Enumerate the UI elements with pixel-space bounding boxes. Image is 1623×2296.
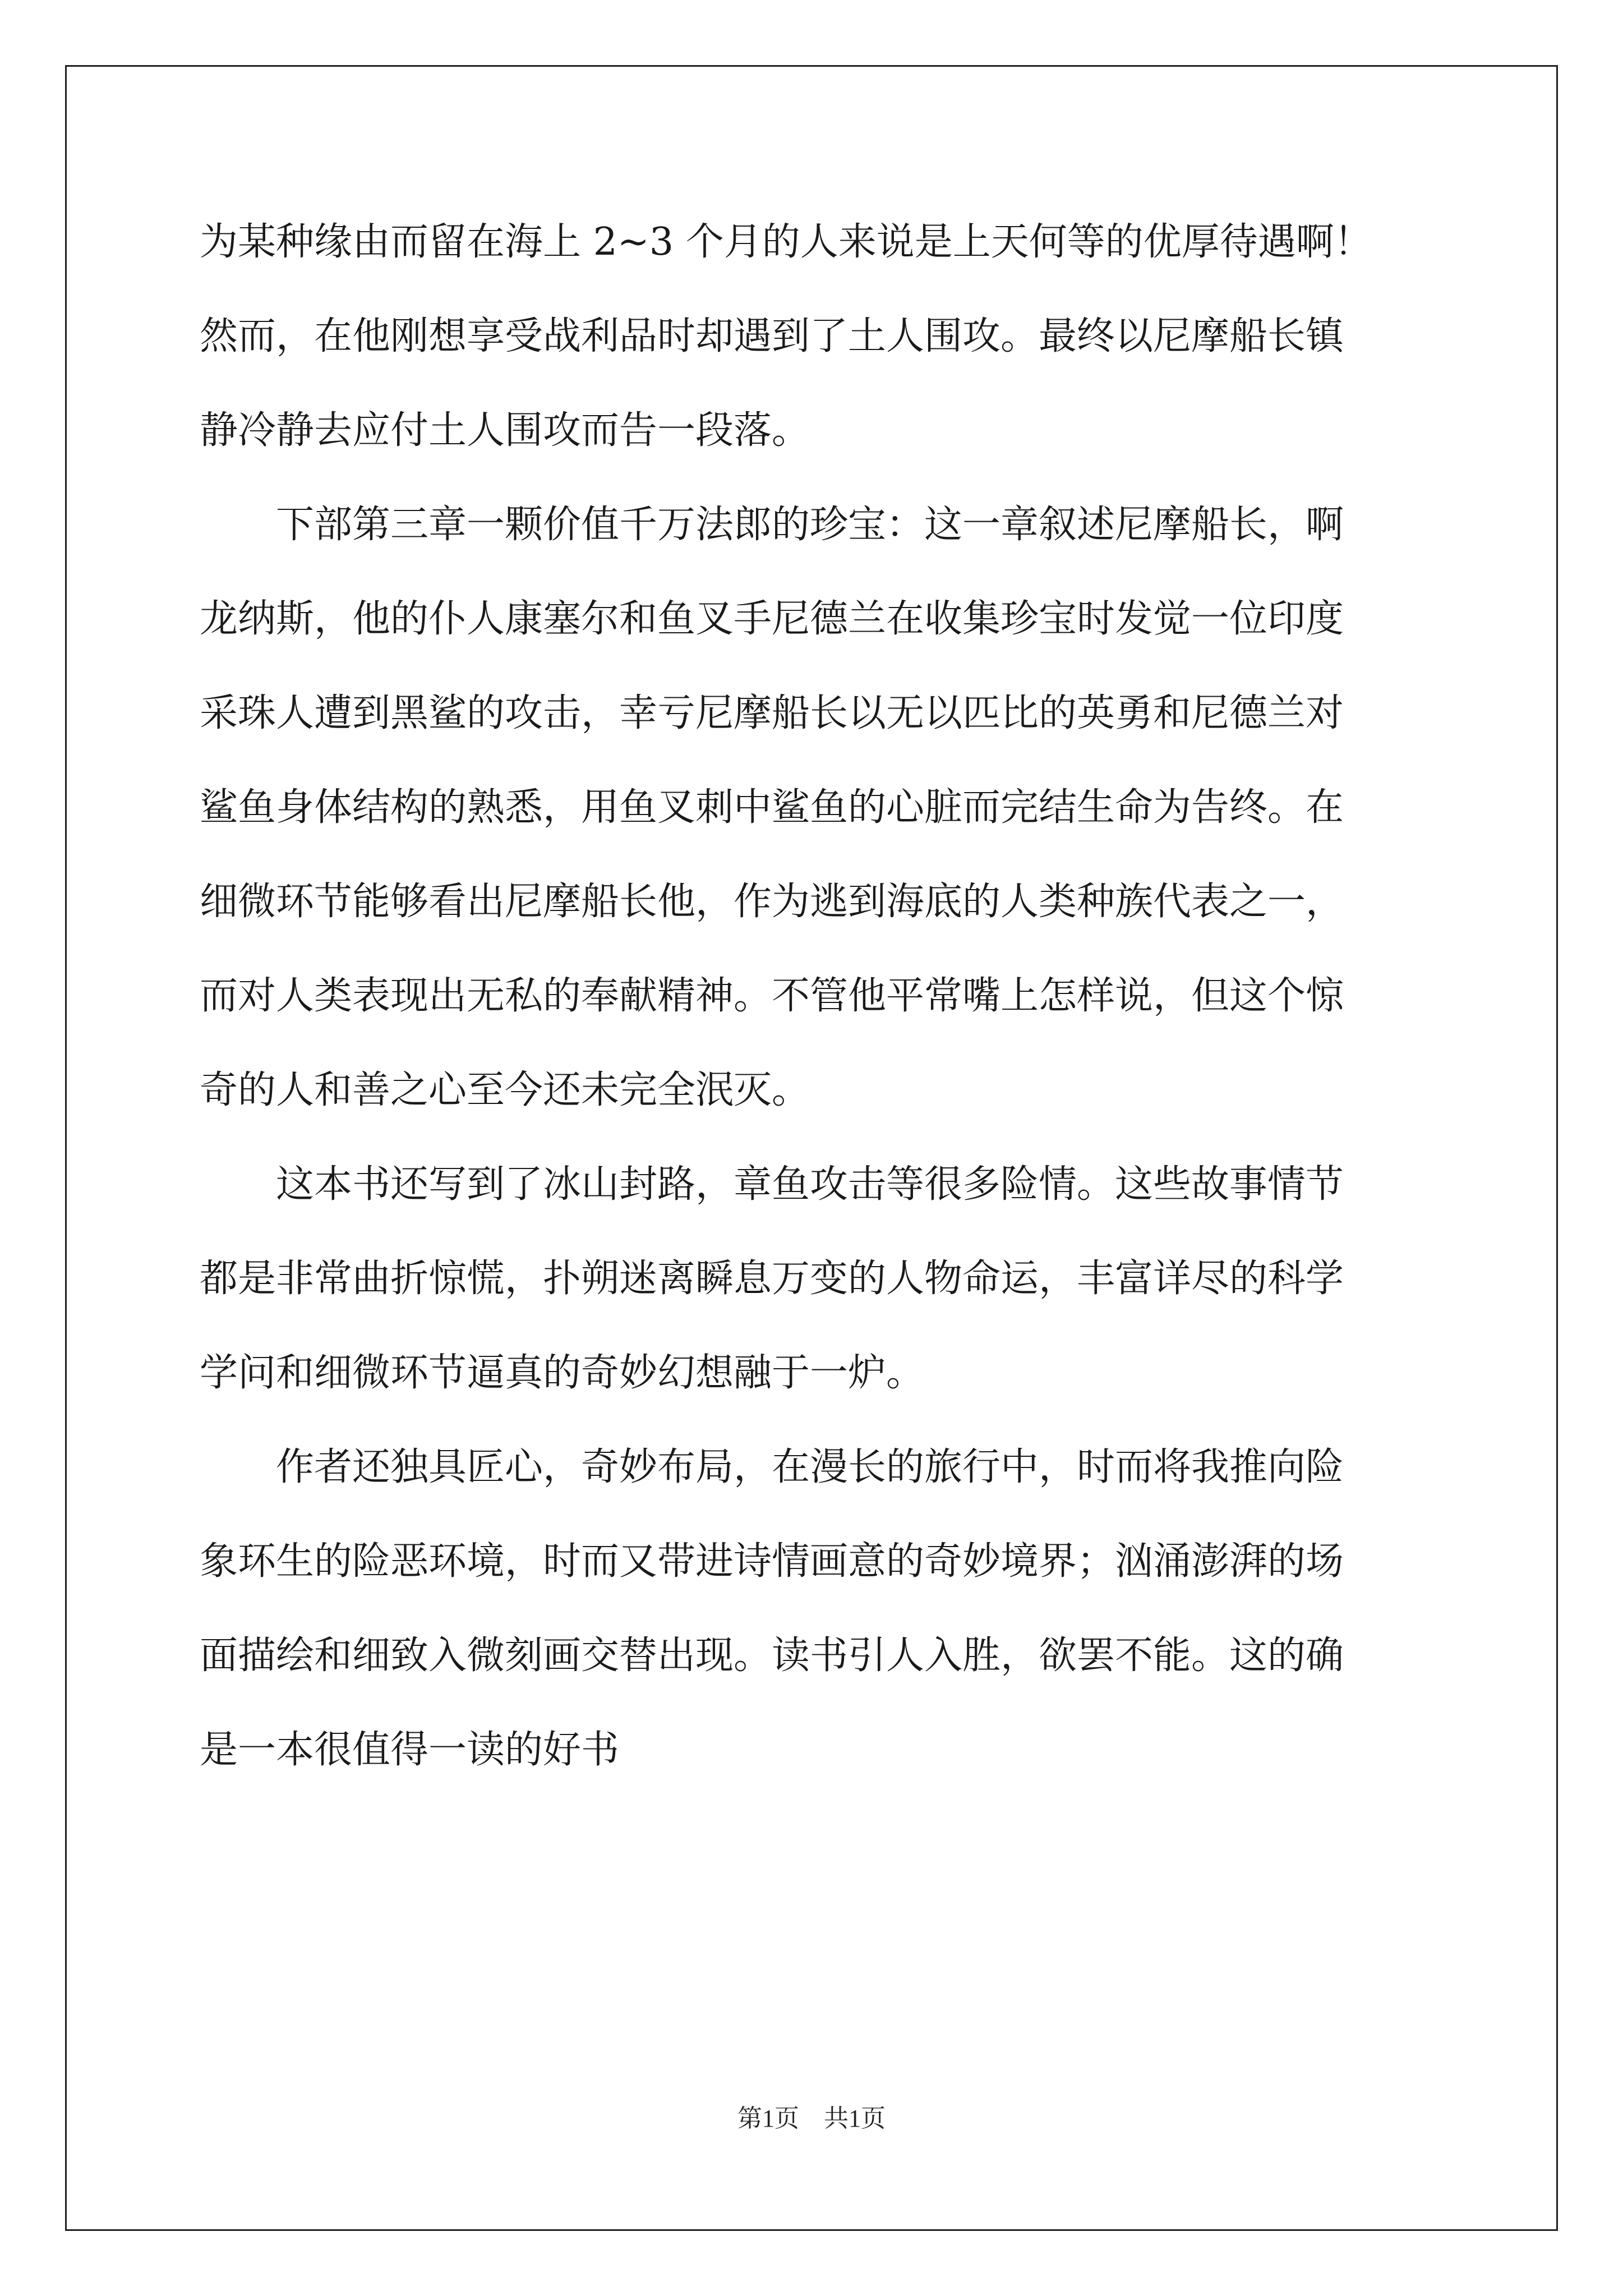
paragraph-start-line: 这本书还写到了冰山封路，章鱼攻击等很多险情。这些故事情节 — [200, 1162, 1344, 1207]
text-line: 然而，在他刚想享受战利品时却遇到了土人围攻。最终以尼摩船长镇 — [200, 314, 1344, 358]
text-line: 学问和细微环节逼真的奇妙幻想融于一炉。 — [200, 1351, 925, 1395]
paragraph-start-line: 作者还独具匠心，奇妙布局，在漫长的旅行中，时而将我推向险 — [200, 1445, 1344, 1489]
text-line: 面描绘和细致入微刻画交替出现。读书引人入胜，欲罢不能。这的确 — [200, 1634, 1344, 1678]
paragraph-start-line: 下部第三章一颗价值千万法郎的珍宝：这一章叙述尼摩船长，啊 — [200, 503, 1344, 547]
text-line: 是一本很值得一读的好书 — [200, 1728, 620, 1772]
text-line: 奇的人和善之心至今还未完全泯灭。 — [200, 1068, 810, 1112]
text-line: 龙纳斯，他的仆人康塞尔和鱼叉手尼德兰在收集珍宝时发觉一位印度 — [200, 597, 1344, 641]
text-line: 细微环节能够看出尼摩船长他，作为逃到海底的人类种族代表之一， — [200, 880, 1344, 924]
text-line: 象环生的险恶环境，时而又带进诗情画意的奇妙境界；汹涌澎湃的场 — [200, 1539, 1344, 1584]
text-line: 采珠人遭到黑鲨的攻击，幸亏尼摩船长以无以匹比的英勇和尼德兰对 — [200, 691, 1344, 735]
text-line: 为某种缘由而留在海上 2~3 个月的人来说是上天何等的优厚待遇啊！ — [200, 220, 1372, 264]
text-line: 鲨鱼身体结构的熟悉，用鱼叉刺中鲨鱼的心脏而完结生命为告终。在 — [200, 785, 1344, 830]
text-line: 而对人类表现出无私的奉献精神。不管他平常嘴上怎样说，但这个惊 — [200, 974, 1344, 1018]
text-line: 都是非常曲折惊慌，扑朔迷离瞬息万变的人物命运，丰富详尽的科学 — [200, 1257, 1344, 1301]
page-number-footer: 第1页 共1页 — [737, 2105, 886, 2132]
text-line: 静冷静去应付土人围攻而告一段落。 — [200, 408, 810, 453]
